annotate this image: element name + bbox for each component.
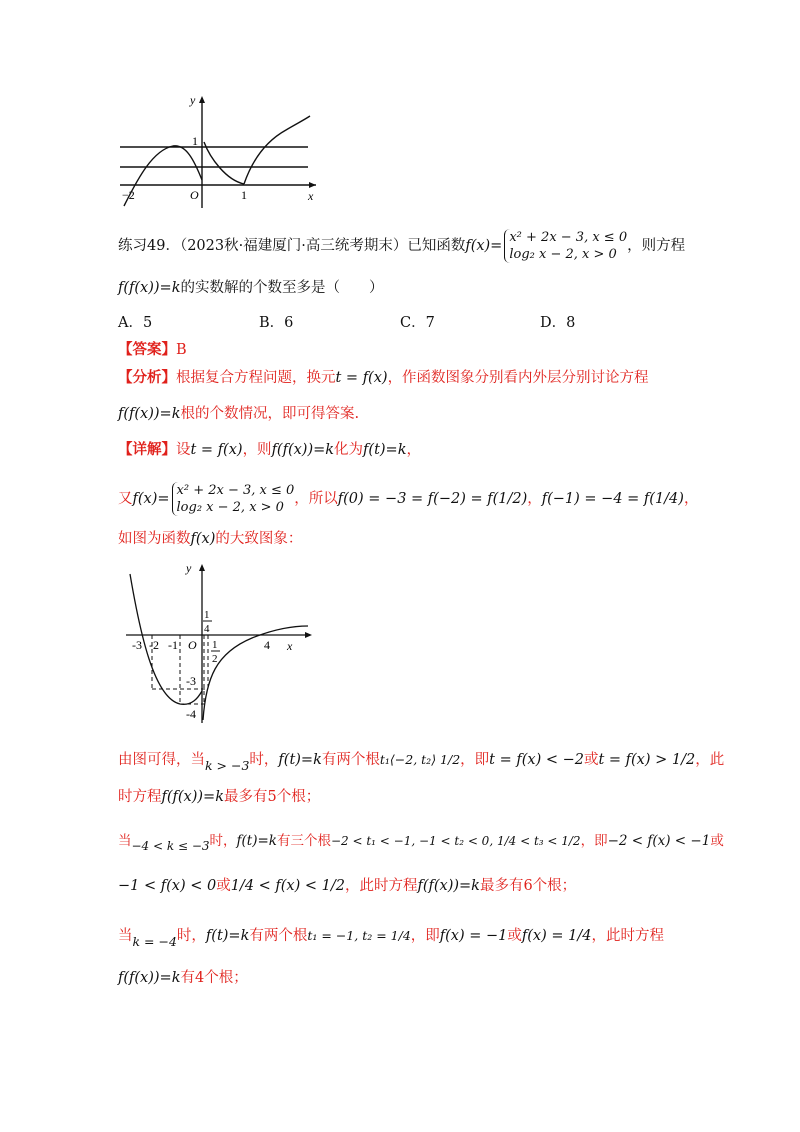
problem-suffix: ，则方程	[627, 238, 686, 254]
fig1-x-label: x	[308, 189, 314, 203]
c2-h: 最多有6个根；	[479, 878, 577, 894]
analysis-text-2: ，作函数图象分别看内外层分别讨论方程	[387, 370, 649, 386]
problem-case-2: log₂ x − 2, x > 0	[509, 247, 617, 262]
c1-m1: k > −3	[205, 758, 250, 773]
fig2-tick-4: 4	[264, 638, 270, 652]
fig2-x-arrow	[305, 632, 312, 638]
detail-line-2	[118, 482, 698, 516]
case1-line-2	[118, 787, 320, 807]
c3-b: 时，	[176, 928, 206, 944]
detail-case-1: x² + 2x − 3, x ≤ 0	[176, 483, 295, 498]
fig2-quarter-den: 4	[204, 623, 210, 635]
figure-2-graph	[122, 558, 317, 728]
c1-b: 时，	[249, 752, 279, 768]
option-c: C．7	[400, 315, 435, 331]
detail-l2-d: ，	[683, 491, 699, 507]
fig2-quarter-num: 1	[204, 609, 210, 621]
c1-f: ，此	[695, 752, 725, 768]
detail-l1-c: 化为	[334, 442, 364, 458]
detail-l3-a: 如图为函数	[118, 531, 191, 547]
detail-l1-a: 设	[176, 442, 191, 458]
c2-m6: 1/4 < f(x) < 1/2	[230, 878, 345, 894]
detail-l1-d: ，	[406, 442, 421, 458]
detail-l1-b: ，则	[242, 442, 272, 458]
problem-line-1	[118, 229, 685, 263]
c3-g: 有4个根；	[180, 970, 248, 986]
option-d: D．8	[540, 315, 576, 331]
case3-line-2	[118, 968, 248, 988]
c2-g: ，此时方程	[344, 878, 418, 894]
analysis-line-2	[118, 404, 359, 424]
c2-f: 或	[216, 878, 231, 894]
detail-l2-m1: f(0) = −3 = f(−2) = f(1/2)	[337, 491, 528, 507]
detail-l1-m1: t = f(x)	[190, 442, 243, 458]
fig2-value-m3: -3	[186, 674, 196, 688]
c2-m7: f(f(x))=k	[417, 878, 480, 894]
fig2-tick-m2: -2	[149, 638, 159, 652]
problem-equation: f(f(x))=k	[118, 280, 181, 296]
fig1-origin-label: O	[190, 188, 199, 202]
fig2-y-label: y	[186, 561, 192, 575]
c1-m6: f(f(x))=k	[161, 789, 224, 805]
c2-a: 当	[118, 833, 132, 849]
fig2-tick-m1: -1	[168, 638, 178, 652]
c2-m3: −2 < t₁ < −1, −1 < t₂ < 0, 1/4 < t₃ < 1/2	[330, 834, 581, 848]
analysis-text-3: 根的个数情况，即可得答案.	[180, 406, 360, 422]
c1-h: 最多有5个根；	[223, 789, 321, 805]
detail-line-3	[118, 529, 302, 549]
c1-g: 时方程	[118, 789, 162, 805]
detail-l1-m3: f(t)=k	[363, 442, 407, 458]
c3-m3: t₁ = −1, t₂ = 1/4	[307, 928, 411, 943]
fig1-x-arrow	[309, 182, 316, 188]
detail-tag: 【详解】	[118, 441, 176, 458]
c2-c: 有三个根	[276, 833, 331, 849]
problem-question: 的实数解的个数至多是（ ）	[180, 280, 384, 296]
fig1-tick-neg2: −2	[122, 188, 135, 202]
case1-line-1	[118, 750, 725, 773]
fig1-curve-right	[244, 116, 310, 184]
figure-1-graph	[118, 88, 323, 213]
fig2-tick-m3: -3	[132, 638, 142, 652]
c3-c: 有两个根	[249, 928, 308, 944]
c3-f: ，此时方程	[591, 928, 664, 944]
detail-piecewise	[172, 482, 295, 516]
c1-d: ，即	[460, 752, 490, 768]
c3-m6: f(f(x))=k	[118, 970, 181, 986]
c2-e: 或	[710, 833, 724, 849]
analysis-text-1: 根据复合方程问题，换元	[176, 370, 336, 386]
fig2-value-m4: -4	[186, 707, 196, 721]
answer-tag: 【答案】	[118, 341, 176, 358]
detail-l2-m2: f(−1) = −4 = f(1/4)	[541, 491, 684, 507]
problem-line-2	[118, 278, 383, 298]
c3-m5: f(x) = 1/4	[521, 928, 592, 944]
fig1-y-label: y	[190, 93, 196, 107]
c2-m1: −4 < k ≤ −3	[131, 839, 210, 853]
analysis-tag: 【分析】	[118, 369, 176, 386]
c2-m2: f(t)=k	[236, 833, 277, 849]
option-a: A．5	[118, 315, 153, 331]
detail-l3-b: 的大致图象：	[215, 531, 303, 547]
answer-value: B	[176, 342, 187, 358]
c3-m1: k = −4	[132, 934, 177, 949]
fig1-tick-y1: 1	[192, 134, 198, 148]
fig2-y-arrow	[199, 564, 205, 571]
case2-line-1	[118, 831, 724, 851]
options-row	[118, 313, 718, 333]
case2-line-2	[118, 876, 576, 896]
problem-piecewise	[504, 229, 627, 263]
fig2-half-num: 1	[212, 639, 218, 651]
fig2-origin-label: O	[188, 638, 197, 652]
c3-e: 或	[507, 928, 522, 944]
c1-a: 由图可得，当	[118, 752, 205, 768]
answer-line	[118, 340, 187, 360]
problem-case-1: x² + 2x − 3, x ≤ 0	[509, 230, 628, 245]
detail-l2-func: f(x)=	[132, 491, 170, 507]
detail-l2-a: 又	[118, 491, 133, 507]
detail-l1-m2: f(f(x))=k	[271, 442, 335, 458]
fig1-curve-middle	[204, 142, 244, 184]
detail-l2-b: ，所以	[294, 491, 338, 507]
c2-b: 时，	[209, 833, 237, 849]
c3-m4: f(x) = −1	[439, 928, 508, 944]
c1-m4: t = f(x) < −2	[489, 752, 584, 768]
c1-m5: t = f(x) > 1/2	[598, 752, 696, 768]
analysis-math-2: f(f(x))=k	[118, 406, 181, 422]
detail-line-1	[118, 440, 421, 460]
c1-m3: t₁⟨−2, t₂⟩ 1/2	[379, 752, 461, 767]
c3-d: ，即	[410, 928, 440, 944]
c3-m2: f(t)=k	[205, 928, 250, 944]
c2-d: ，即	[580, 833, 608, 849]
analysis-line-1	[118, 368, 649, 388]
problem-function-name: f(x)=	[465, 238, 503, 254]
fig2-half-den: 2	[212, 653, 218, 665]
analysis-math-1: t = f(x)	[335, 370, 388, 386]
fig1-tick-1: 1	[241, 188, 247, 202]
fig1-y-arrow	[199, 96, 205, 103]
problem-intro: 练习49．（2023秋·福建厦门·高三统考期末）已知函数	[118, 238, 466, 254]
c2-m4: −2 < f(x) < −1	[607, 833, 711, 849]
detail-l2-c: ，	[527, 491, 542, 507]
c3-a: 当	[118, 928, 133, 944]
c1-c: 有两个根	[321, 752, 380, 768]
c1-e: 或	[583, 752, 599, 768]
detail-l3-m: f(x)	[190, 531, 216, 547]
detail-case-2: log₂ x − 2, x > 0	[176, 500, 284, 515]
c2-m5: −1 < f(x) < 0	[118, 878, 217, 894]
c1-m2: f(t)=k	[278, 752, 322, 768]
case3-line-1	[118, 926, 664, 949]
fig2-x-label: x	[287, 639, 293, 653]
option-b: B．6	[259, 315, 294, 331]
